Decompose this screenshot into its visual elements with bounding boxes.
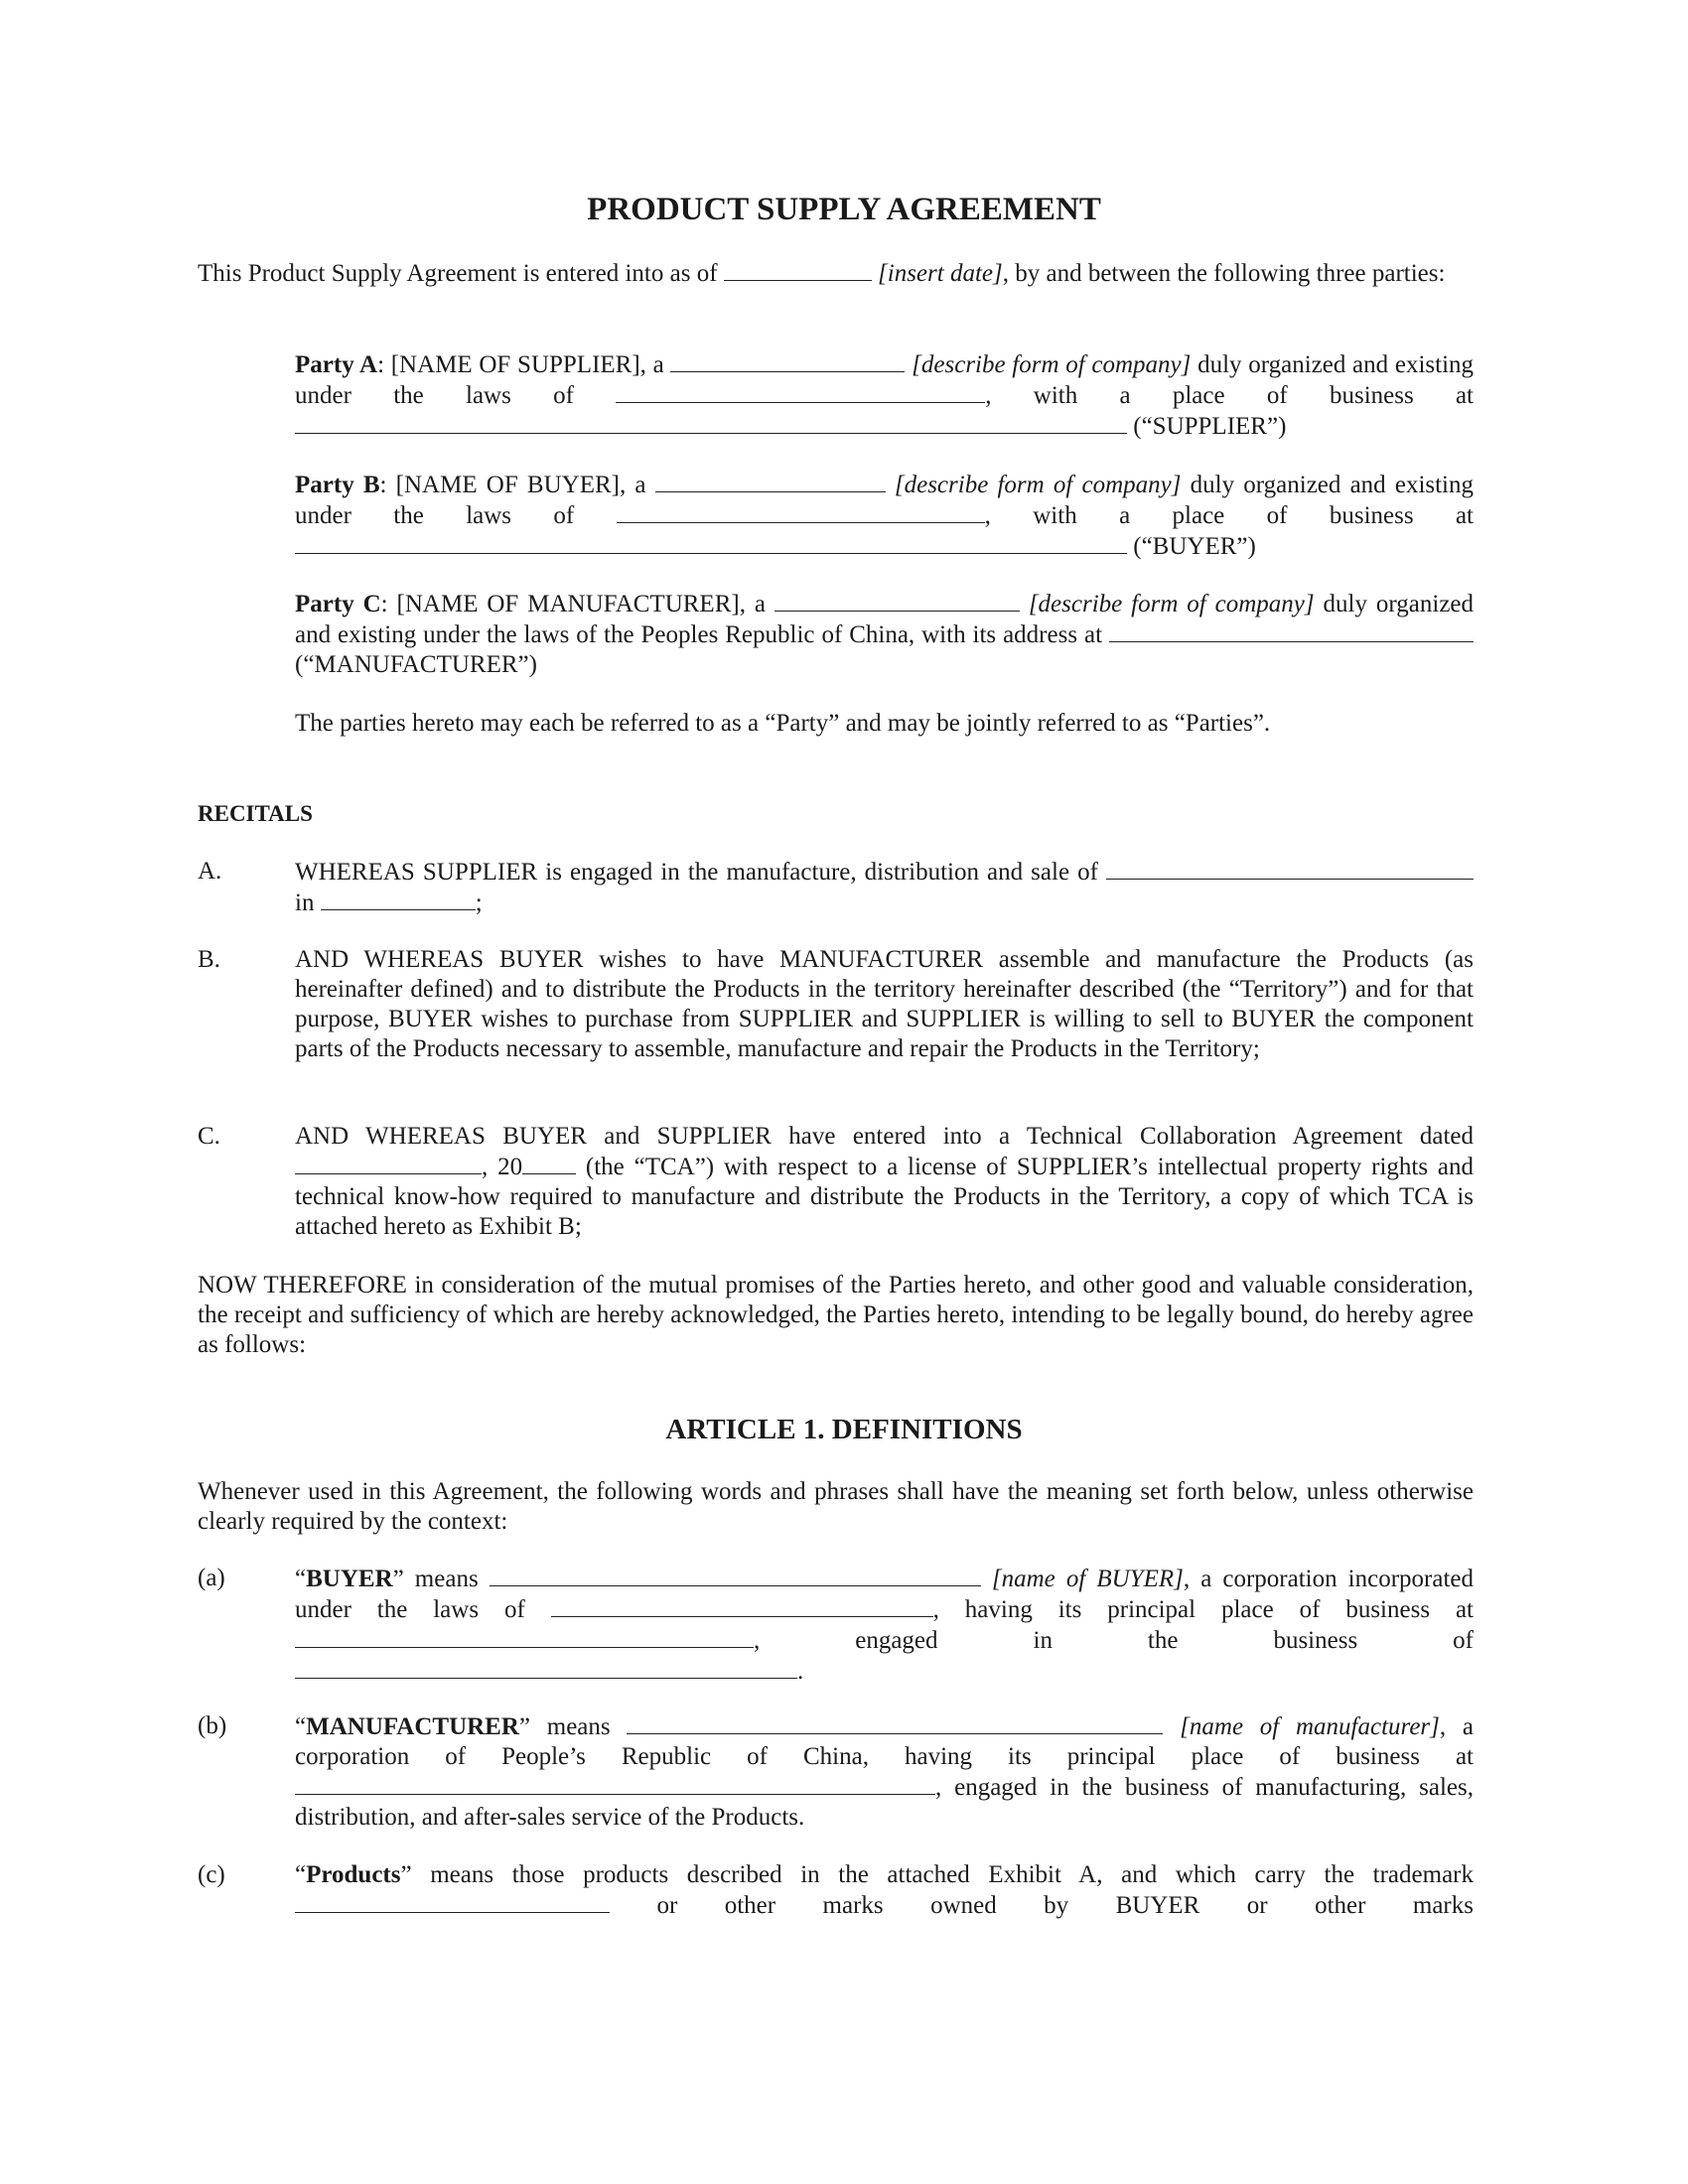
parties-note: The parties hereto may each be referred to as a “Party” and may be jointly referred to as “Parties”. xyxy=(295,710,1271,737)
party-b-address-blank[interactable] xyxy=(295,531,1127,554)
buyer-address-blank[interactable] xyxy=(295,1625,754,1648)
party-c-form-blank[interactable] xyxy=(774,589,1020,612)
recital-c-text: AND WHEREAS BUYER and SUPPLIER have entered into a Technical Collaboration Agreement dated xyxy=(295,1123,1474,1150)
party-a-hint: [describe form of company] xyxy=(912,351,1192,378)
recital-c-text-3: (the “TCA”) with respect to a license of SUPPLIER’s intellectual property rights and technical know-how required to manufacture and distribute the Products in the Territory, a copy of which TCA is attached hereto as Exhibit B; xyxy=(295,1154,1475,1240)
quote: “ xyxy=(295,1861,307,1888)
party-a-paragraph xyxy=(295,349,1474,442)
recital-c xyxy=(295,1122,1474,1242)
document-title: PRODUCT SUPPLY AGREEMENT xyxy=(587,192,1101,227)
recital-c-text-2: , 20 xyxy=(482,1154,523,1180)
buyer-laws-blank[interactable] xyxy=(551,1594,933,1617)
buyer-name-hint: [name of BUYER] xyxy=(991,1566,1184,1592)
party-b-label: Party B xyxy=(295,472,380,498)
quote: “ xyxy=(295,1566,307,1592)
definition-a-text-4: , engaged in the business of xyxy=(754,1627,1474,1654)
party-c-defined-term: (“MANUFACTURER”) xyxy=(295,651,537,678)
party-c-hint: [describe form of company] xyxy=(1028,591,1315,617)
definition-b-label: (b) xyxy=(198,1712,227,1739)
definition-a-text-2: , a corporation incorporated under the laws of xyxy=(295,1566,1475,1623)
date-hint: [insert date] xyxy=(878,260,1003,287)
trademark-blank[interactable] xyxy=(295,1890,610,1913)
definition-buyer xyxy=(295,1564,1474,1687)
recital-b-label: B. xyxy=(198,946,220,973)
party-c-label: Party C xyxy=(295,591,381,617)
party-a-text-2: duly organized and existing under the laws of xyxy=(295,351,1475,409)
buyer-name-blank[interactable] xyxy=(490,1564,981,1586)
tca-date-blank[interactable] xyxy=(295,1152,482,1174)
recital-a-product-blank[interactable] xyxy=(1106,857,1474,880)
party-c-address-blank[interactable] xyxy=(1109,619,1474,642)
manufacturer-name-hint: [name of manufacturer] xyxy=(1180,1713,1440,1740)
party-b-laws-blank[interactable] xyxy=(617,500,985,523)
defined-term-manufacturer: MANUFACTURER xyxy=(306,1713,519,1740)
party-a-form-blank[interactable] xyxy=(670,349,905,372)
party-b-hint: [describe form of company] xyxy=(894,472,1182,498)
recital-a-text: WHEREAS SUPPLIER is engaged in the manufacture, distribution and sale of xyxy=(295,859,1098,886)
recital-a xyxy=(295,857,1474,918)
definition-products xyxy=(295,1860,1474,1921)
now-therefore-paragraph: NOW THEREFORE in consideration of the mutual promises of the Parties hereto, and other good and valuable consideration, the receipt and sufficiency of which are hereby acknowledged, the Parties hereto, intending to be legally bound, do hereby agree as follows: xyxy=(198,1272,1474,1358)
party-a-address-blank[interactable] xyxy=(295,411,1127,434)
recital-a-text-3: ; xyxy=(475,889,483,916)
party-c-text-2: duly organized and existing under the laws of the Peoples Republic of China, with its address at xyxy=(295,591,1475,648)
date-blank[interactable] xyxy=(724,258,872,281)
definition-c-text: ” means those products described in the attached Exhibit A, and which carry the trademark xyxy=(400,1861,1474,1888)
party-a-defined-term: (“SUPPLIER”) xyxy=(1127,413,1287,440)
intro-paragraph xyxy=(198,258,1474,289)
definition-b-text: ” means xyxy=(518,1713,628,1740)
party-b-text-2: duly organized and existing under the laws of xyxy=(295,472,1475,529)
definition-b-text-3: , engaged in the business of manufacturing, sales, distribution, and after-sales service of the Products. xyxy=(295,1774,1474,1831)
party-a-laws-blank[interactable] xyxy=(616,380,985,403)
recital-c-label: C. xyxy=(198,1123,220,1150)
party-b-text-3: , with a place of business at xyxy=(984,502,1474,529)
manufacturer-name-blank[interactable] xyxy=(627,1711,1163,1734)
tca-year-blank[interactable] xyxy=(522,1152,576,1174)
recitals-heading: RECITALS xyxy=(198,801,313,826)
definition-a-text: ” means xyxy=(392,1566,490,1592)
defined-term-products: Products xyxy=(306,1861,401,1888)
quote: “ xyxy=(295,1713,307,1740)
party-b-defined-term: (“BUYER”) xyxy=(1127,533,1256,560)
defined-term-buyer: BUYER xyxy=(306,1566,393,1592)
definition-manufacturer xyxy=(295,1711,1474,1833)
party-c-paragraph xyxy=(295,589,1474,680)
party-b-paragraph xyxy=(295,470,1474,562)
buyer-business-blank[interactable] xyxy=(295,1656,797,1679)
intro-text-2: , by and between the following three parties: xyxy=(1002,260,1446,287)
party-c-text: : [NAME OF MANUFACTURER], a xyxy=(380,591,766,617)
definition-a-text-5: . xyxy=(797,1658,804,1685)
definition-b-text-2: , a corporation of People’s Republic of China, having its principal place of business at xyxy=(295,1713,1474,1770)
definition-c-text-2: or other marks owned by BUYER or other marks xyxy=(610,1892,1474,1919)
article-1-heading: ARTICLE 1. DEFINITIONS xyxy=(665,1414,1023,1445)
definition-c-label: (c) xyxy=(198,1861,225,1888)
recital-a-location-blank[interactable] xyxy=(321,887,476,910)
recital-a-label: A. xyxy=(198,858,222,885)
recital-a-text-2: in xyxy=(295,889,321,916)
intro-text: This Product Supply Agreement is entered into as of xyxy=(198,260,718,287)
party-a-text-3: , with a place of business at xyxy=(985,382,1475,409)
party-a-text: : [NAME OF SUPPLIER], a xyxy=(377,351,664,378)
definition-a-text-3: , having its principal place of business at xyxy=(932,1596,1474,1623)
manufacturer-address-blank[interactable] xyxy=(295,1772,935,1795)
party-b-text: : [NAME OF BUYER], a xyxy=(379,472,646,498)
party-a-label: Party A xyxy=(295,351,378,378)
party-b-form-blank[interactable] xyxy=(655,470,886,492)
definition-a-label: (a) xyxy=(198,1565,225,1591)
definitions-intro: Whenever used in this Agreement, the following words and phrases shall have the meaning set forth below, unless otherwise clearly required by the context: xyxy=(198,1478,1474,1535)
recital-b: AND WHEREAS BUYER wishes to have MANUFACTURER assemble and manufacture the Products (as hereinafter defined) and to distribute the Products in the territory hereinafter described (the “Territory”) and for that purpose, BUYER wishes to purchase from SUPPLIER and SUPPLIER is willing to sell to BUYER the component parts of the Products necessary to assemble, manufacture and repair the Products in the Territory; xyxy=(295,946,1474,1062)
